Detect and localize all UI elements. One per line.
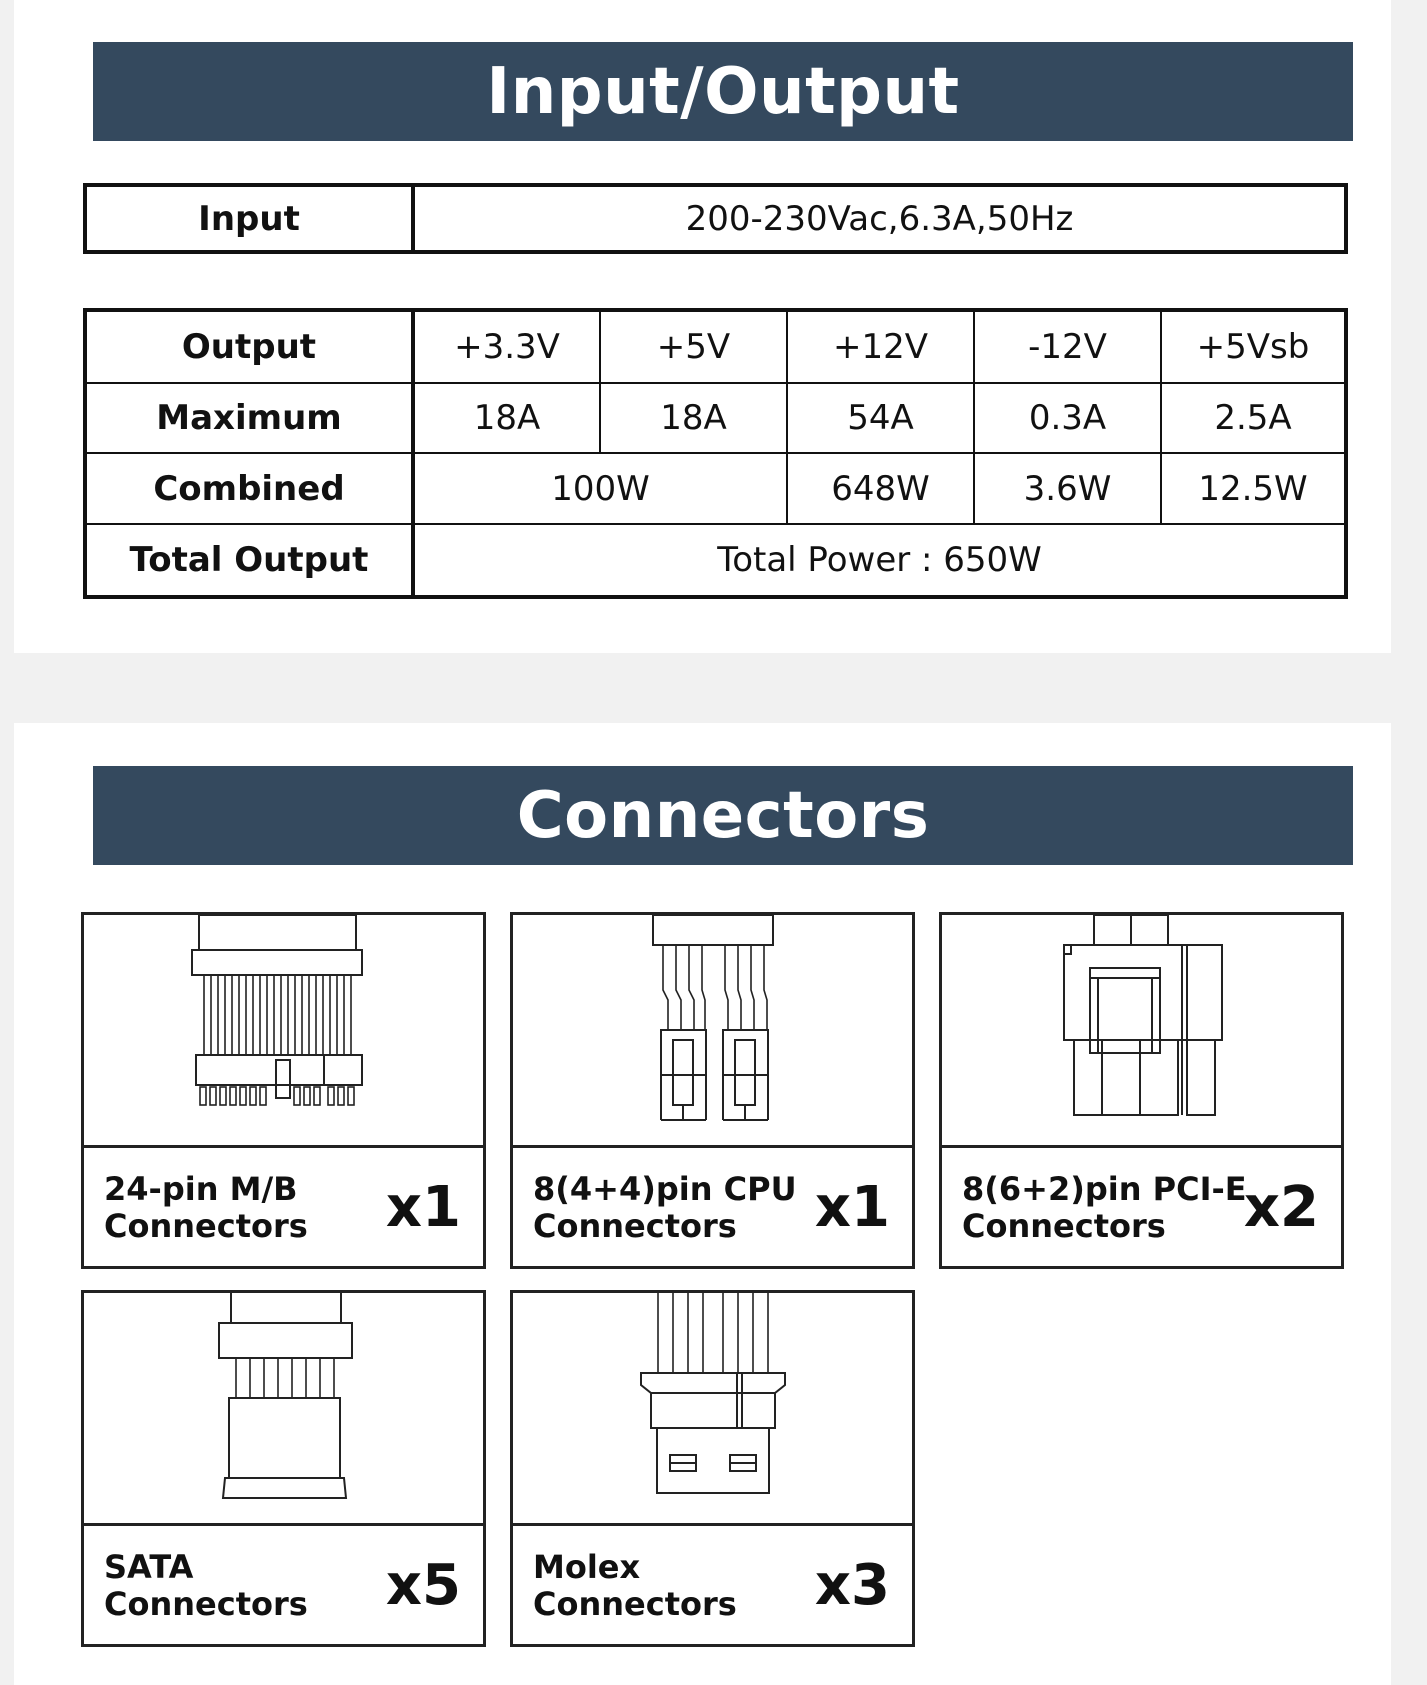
total-output-label: Total Output (85, 524, 413, 597)
connector-suffix: Connectors (533, 1585, 737, 1623)
connector-label (962, 1171, 1247, 1245)
connector-label (533, 1549, 737, 1623)
cpu-8pin-connector-icon (513, 915, 912, 1145)
rail-3v3: +3.3V (413, 310, 600, 383)
combined-12v: 648W (787, 453, 974, 524)
connector-suffix: Connectors (104, 1585, 308, 1623)
connector-quantity: x3 (814, 1553, 890, 1618)
table-row (85, 383, 1346, 454)
connector-name: 8(6+2)pin PCI-E (962, 1170, 1247, 1208)
max-12v: 54A (787, 383, 974, 454)
connector-suffix: Connectors (533, 1207, 737, 1245)
combined-neg12v: 3.6W (974, 453, 1161, 524)
connector-quantity: x1 (385, 1175, 461, 1240)
input-output-title: Input/Output (93, 42, 1353, 141)
input-value: 200-230Vac,6.3A,50Hz (413, 185, 1346, 252)
output-label: Output (85, 310, 413, 383)
connector-card-sata (81, 1290, 486, 1647)
connector-suffix: Connectors (104, 1207, 308, 1245)
max-3v3: 18A (413, 383, 600, 454)
table-row (85, 524, 1346, 597)
molex-connector-icon (513, 1293, 912, 1523)
max-5v: 18A (600, 383, 787, 454)
connector-name: 24-pin M/B (104, 1170, 298, 1208)
input-label: Input (85, 185, 413, 252)
input-table (83, 183, 1348, 254)
connector-name: SATA (104, 1548, 194, 1586)
connector-label (533, 1171, 797, 1245)
rail-5vsb: +5Vsb (1161, 310, 1346, 383)
connector-quantity: x5 (385, 1553, 461, 1618)
connector-name: Molex (533, 1548, 641, 1586)
rail-5v: +5V (600, 310, 787, 383)
sata-connector-icon (84, 1293, 483, 1523)
connector-quantity: x1 (814, 1175, 890, 1240)
rail-12v: +12V (787, 310, 974, 383)
total-power-value: Total Power : 650W (413, 524, 1346, 597)
atx-24pin-connector-icon (84, 915, 483, 1145)
connector-card-24pin (81, 912, 486, 1269)
input-output-panel (14, 0, 1391, 653)
table-row (85, 185, 1346, 252)
connector-label (104, 1549, 308, 1623)
max-5vsb: 2.5A (1161, 383, 1346, 454)
connector-suffix: Connectors (962, 1207, 1166, 1245)
rail-neg12v: -12V (974, 310, 1161, 383)
combined-3v3-5v: 100W (413, 453, 787, 524)
connector-card-molex (510, 1290, 915, 1647)
connector-card-cpu (510, 912, 915, 1269)
max-neg12v: 0.3A (974, 383, 1161, 454)
maximum-label: Maximum (85, 383, 413, 454)
connectors-title: Connectors (93, 766, 1353, 865)
table-row (85, 453, 1346, 524)
connectors-panel (14, 723, 1391, 1685)
table-row (85, 310, 1346, 383)
connector-label (104, 1171, 308, 1245)
pcie-8pin-connector-icon (942, 915, 1341, 1145)
connector-name: 8(4+4)pin CPU (533, 1170, 797, 1208)
output-table (83, 308, 1348, 599)
combined-5vsb: 12.5W (1161, 453, 1346, 524)
connector-quantity: x2 (1243, 1175, 1319, 1240)
connector-card-pcie (939, 912, 1344, 1269)
combined-label: Combined (85, 453, 413, 524)
